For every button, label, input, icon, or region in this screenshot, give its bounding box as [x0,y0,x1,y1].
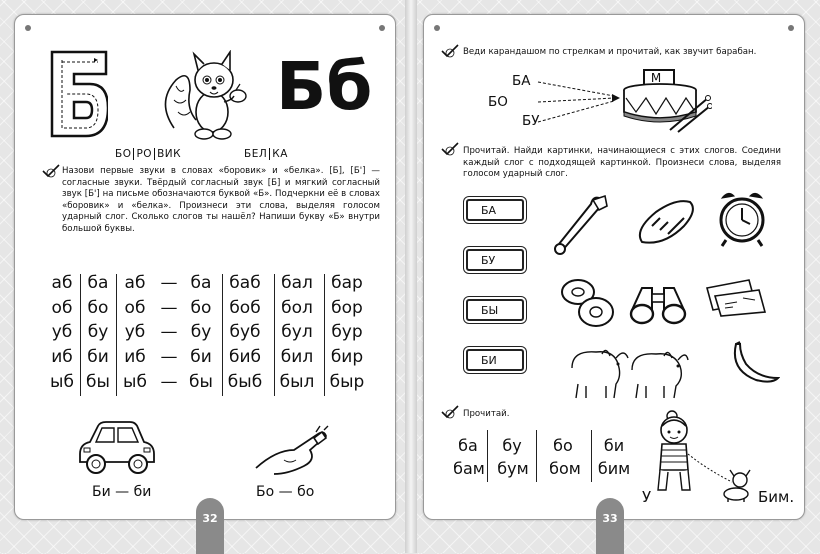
syllable: ВИК [157,148,182,160]
read-cell: бум [497,459,529,478]
alarm-clock-illustration[interactable] [716,188,768,248]
girl-with-puppy-illustration [648,410,758,502]
read-cell: би [603,436,625,455]
word-borovik [115,148,181,160]
page-corner-pin [25,25,31,31]
drum-syllable: БА [512,73,531,89]
bagels-illustration[interactable] [558,272,618,330]
checkmark-icon [441,405,459,419]
read-cell: бо [553,436,573,455]
task2-text: Прочитай. Найди картинки, начинающиеся с этих слогов. Соедини каждый слог с подходящей картинкой. Произнеси слова, выделяя голосом ударный слог. [463,146,781,179]
sentence-start: У [642,488,652,506]
table-divider [324,274,325,396]
drum-letter: М [650,71,662,85]
yaks-illustration[interactable] [566,340,690,400]
syllable-chip[interactable]: БЫ [466,299,524,321]
table-divider [274,274,275,396]
table-divider [487,430,488,482]
dotted-arrows-icon [534,74,624,128]
syllable: БЕЛ [244,148,268,160]
table-divider [80,274,81,396]
checkmark-icon [42,164,60,178]
word-belka [244,148,288,160]
syllable-chip[interactable]: БИ [466,349,524,371]
book-spine [405,0,417,553]
finger-bandage-illustration [254,420,338,476]
syllable-chip[interactable]: БУ [466,249,524,271]
syllable: БО [115,148,132,160]
read-cell: ба [458,436,478,455]
read-cell: бим [597,459,631,478]
read-cell: бам [453,459,485,478]
big-letter-b-trace-icon [50,50,108,138]
tickets-illustration[interactable] [703,276,769,318]
table-row: уб бу уб — бу буб бул бур [51,322,363,343]
table-divider [591,430,592,482]
checkmark-icon [441,142,459,156]
read-cell: бом [549,459,581,478]
drum-syllable: БО [488,94,508,110]
syllable-chip[interactable]: БА [466,199,524,221]
safety-pin-illustration[interactable] [553,194,613,256]
letter-pair-heading: Бб [276,48,373,125]
bread-loaf-illustration[interactable] [636,198,698,246]
drum-syllable: БУ [522,113,540,129]
caption-car: Би — би [92,484,152,500]
table-row: аб ба аб — ба баб бал бар [51,273,363,294]
squirrel-illustration [160,50,260,142]
table-divider [116,274,117,396]
table-divider [222,274,223,396]
task1-text: Веди карандашом по стрелкам и прочитай, как звучит барабан. [463,47,757,57]
table-row: об бо об — бо боб бол бор [51,297,363,318]
table-divider [536,430,537,482]
banana-illustration[interactable] [728,340,780,386]
table-row: иб би иб — би биб бил бир [51,347,364,368]
binoculars-illustration[interactable] [628,280,688,326]
syllable: РО [136,148,153,160]
read-cell: бу [502,436,522,455]
caption-finger: Бо — бо [256,484,315,500]
page-corner-pin [788,25,794,31]
page-number-left: 32 [196,498,224,554]
table-row: ыб бы ыб — бы быб был быр [50,371,365,392]
checkmark-icon [441,44,459,58]
syllable: КА [272,148,288,160]
page-corner-pin [434,25,440,31]
page-corner-pin [379,25,385,31]
sentence-end: Бим. [758,488,795,506]
task3-text: Прочитай. [463,409,510,419]
car-illustration [76,420,158,476]
task-text-left: Назови первые звуки в словах «боровик» и «белка». [Б], [Б'] — согласные звуки. Твёрдый согласный звук [Б] и мягкий согласный звук [Б'] на письме обозначаются буквой «Б». Подчеркни её в словах «боровик» и «белка». Произнеси эти слова, выделяя голосом ударный слог. Сколько слогов ты нашёл? Напиши букву «Б» внутри большой буквы. [62,166,380,234]
page-number-right: 33 [596,498,624,554]
